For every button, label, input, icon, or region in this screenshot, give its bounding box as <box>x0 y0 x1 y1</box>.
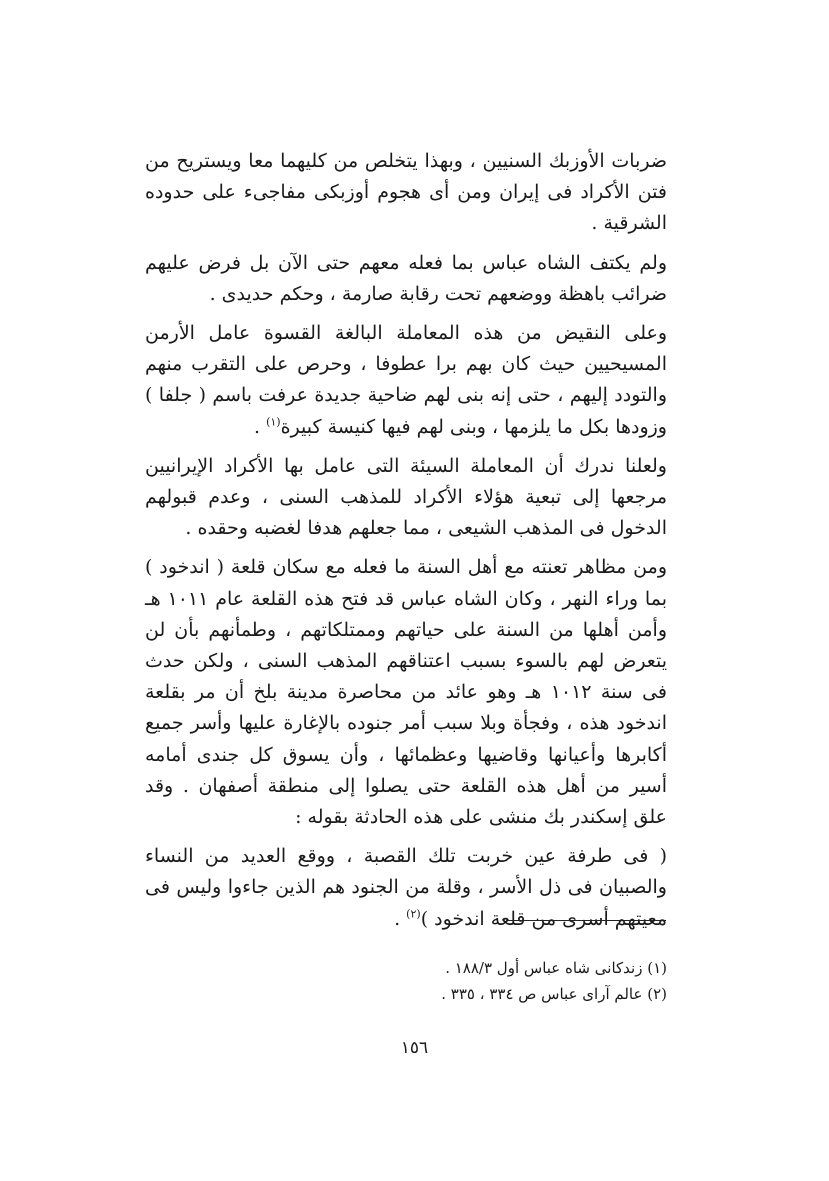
footnote-1: (١) زندكانى شاه عباس أول ١٨٨/٣ . <box>445 959 667 977</box>
footnote-ref-1: (١) <box>266 415 281 429</box>
paragraph-1: ضربات الأوزبك السنيين ، وبهذا يتخلص من كليهما معا ويستريح من فتن الأكراد فى إيران ومن أى هجوم أوزبكى مفاجىء على حدوده الشرقية . <box>145 150 668 235</box>
paragraph-2: ولم يكتف الشاه عباس بما فعله معهم حتى الآن بل فرض عليهم ضرائب باهظة ووضعهم تحت رقابة صارمة ، وحكم حديدى . <box>145 251 667 305</box>
paragraph-6: ( فى طرفة عين خربت تلك القصبة ، ووقع العديد من النساء والصبيان فى ذل الأسر ، وقلة من الجنود هم الذين جاءوا وليس فى معيتهم أسرى من قلعة اندخود )$^{(٢)}$ . <box>145 845 667 930</box>
body-text <box>145 146 667 943</box>
footnote-2: (٢) عالم آراى عباس ص ٣٣٤ ، ٣٣٥ . <box>441 985 667 1003</box>
paragraph-3: وعلى النقيض من هذه المعاملة البالغة القسوة عامل الأرمن المسيحيين حيث كان بهم برا عطوفا ، وحرص على التقرب منهم والتودد إليهم ، حتى إنه بنى لهم ضاحية جديدة عرفت باسم ( جلفا ) وزودها بكل ما يلزمها ، وبنى لهم فيها كنيسة كبيرة$^{(١)}$ . <box>145 322 667 438</box>
footnotes <box>145 955 667 1007</box>
footnote-divider <box>508 920 666 921</box>
paragraph-4: ولعلنا ندرك أن المعاملة السيئة التى عامل بها الأكراد الإيرانيين مرجعها إلى تبعية هؤلاء الأكراد للمذهب السنى ، وعدم قبولهم الدخول فى المذهب الشيعى ، مما جعلهم هدفا لغضبه وحقده . <box>145 454 667 540</box>
paragraph-5: ومن مظاهر تعنته مع أهل السنة ما فعله مع سكان قلعة ( اندخود ) بما وراء النهر ، وكان الشاه عباس قد فتح هذه القلعة عام ١٠١١ هـ وأمن أهلها من السنة على حياتهم وممتلكاتهم ، وطمأنهم بأن لن يتعرض لهم بالسوء بسبب اعتناقهم المذهب السنى ، ولكن حدث فى سنة ١٠١٢ هـ وهو عائد من محاصرة مدينة بلخ أن مر بقلعة اندخود هذه ، وفجأة وبلا سبب أمر جنوده بالإغارة عليها وأسر جميع أكابرها وأعيانها وقاضيها وعظمائها ، وأن يسوق كل جندى أمامه أسير من أهل هذه القلعة حتى يصلوا إلى منطقة أصفهان . وقد علق إسكندر بك منشى على هذه الحادثة بقوله : <box>145 556 667 829</box>
page-number: ١٥٦ <box>400 1038 429 1058</box>
footnote-ref-2: (٢) <box>406 907 421 921</box>
